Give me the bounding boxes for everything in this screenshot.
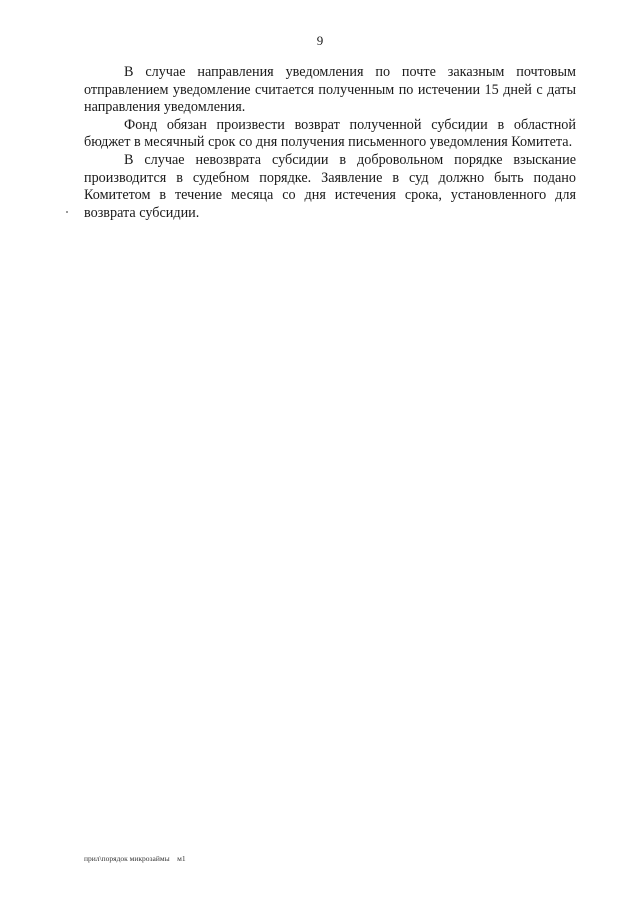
footer-file-path: прил\порядок микрозаймы bbox=[84, 854, 170, 863]
scan-speck bbox=[66, 211, 68, 213]
paragraph-court-recovery: В случае невозврата субсидии в добровольном порядке взыскание производится в судебном порядке. Заявление в суд должно быть подано Комитетом в течение месяца со дня истечения срока, установленного для возврата субсидии. bbox=[84, 151, 576, 221]
document-body bbox=[84, 64, 576, 222]
paragraph-notification-by-mail: В случае направления уведомления по почте заказным почтовым отправлением уведомление считается полученным по истечении 15 дней с даты направления уведомления. bbox=[84, 64, 576, 116]
footer-file-reference bbox=[84, 854, 186, 864]
paragraph-subsidy-return: Фонд обязан произвести возврат полученной субсидии в областной бюджет в месячный срок со дня получения письменного уведомления Комитета. bbox=[84, 116, 576, 151]
footer-file-suffix: м1 bbox=[177, 854, 186, 863]
page-number: 9 bbox=[316, 33, 324, 48]
